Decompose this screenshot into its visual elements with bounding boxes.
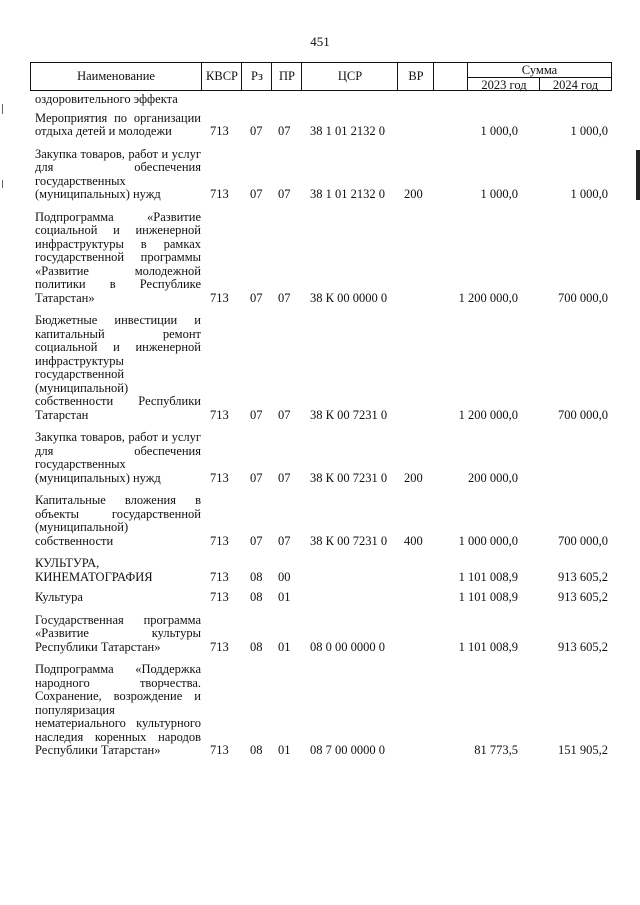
header-name: Наименование <box>77 69 155 83</box>
row-rz: 08 <box>250 590 263 604</box>
row-name: Подпрограмма «Развитие социальной и инженерной инфраструктуры в рамках государственной программы «Развитие молодежной политики в Республике Татарстан» <box>35 209 201 305</box>
scan-margin-mark <box>2 104 3 114</box>
header-csr: ЦСР <box>301 63 398 90</box>
row-csr: 08 7 00 0000 0 <box>310 743 385 757</box>
row-sum-2024: 700 000,0 <box>558 407 608 422</box>
row-name: Бюджетные инвестиции и капитальный ремонт социальной и инженерной инфраструктуры государственной (муниципальной) собственности Республики Татарстан <box>35 313 201 422</box>
row-kvsr: 713 <box>210 470 229 485</box>
row-name: Подпрограмма «Поддержка народного творчества. Сохранение, возрождение и популяризация нематериального культурного наследия коренных народов Республики Татарстан» <box>35 662 201 757</box>
row-name: Мероприятия по организации отдыха детей и молодежи <box>35 110 201 138</box>
row-rz: 07 <box>250 407 263 422</box>
row-name: Государственная программа «Развитие культуры Республики Татарстан» <box>35 612 201 654</box>
row-csr: 38 К 00 7231 0 <box>310 533 388 548</box>
row-kvsr: 713 <box>210 743 229 757</box>
row-sum-2024: 1 000,0 <box>570 124 608 138</box>
row-name: Культура <box>35 590 83 604</box>
row-kvsr: 713 <box>210 569 229 584</box>
row-pr: 07 <box>278 533 291 548</box>
table-row <box>30 211 612 306</box>
row-name: Закупка товаров, работ и услуг для обеспечения государственных (муниципальных) нужд <box>35 146 201 201</box>
row-csr: 38 1 01 2132 0 <box>310 124 385 138</box>
scan-margin-mark <box>2 180 3 188</box>
table-row <box>30 112 612 139</box>
row-vr: 400 <box>404 533 423 548</box>
table-row <box>30 314 612 422</box>
row-sum-2023: 1 200 000,0 <box>458 290 518 305</box>
row-rz: 08 <box>250 569 263 584</box>
row-sum-2024: 700 000,0 <box>558 533 608 548</box>
row-sum-2023: 1 101 008,9 <box>458 639 518 654</box>
row-sum-2024: 1 000,0 <box>570 187 608 201</box>
row-vr: 200 <box>404 187 423 201</box>
header-rz: Рз <box>241 63 272 90</box>
row-sum-2023: 1 101 008,9 <box>458 590 518 604</box>
budget-table <box>30 93 612 758</box>
header-vr: ВР <box>397 63 434 90</box>
row-csr: 08 0 00 0000 0 <box>310 639 385 654</box>
row-name: Закупка товаров, работ и услуг для обеспечения государственных (муниципальных) нужд <box>35 430 201 485</box>
row-rz: 07 <box>250 533 263 548</box>
row-sum-2023: 1 101 008,9 <box>458 569 518 584</box>
row-sum-2024: 913 605,2 <box>558 590 608 604</box>
table-header <box>30 62 612 91</box>
header-sum: Сумма <box>467 63 611 78</box>
row-rz: 08 <box>250 743 263 757</box>
row-vr: 200 <box>404 470 423 485</box>
row-pr: 01 <box>278 639 291 654</box>
row-rz: 07 <box>250 187 263 201</box>
row-sum-2024: 913 605,2 <box>558 569 608 584</box>
scan-edge-mark <box>636 150 640 200</box>
row-sum-2023: 1 000,0 <box>480 187 518 201</box>
header-pr: ПР <box>271 63 302 90</box>
row-rz: 07 <box>250 290 263 305</box>
row-pr: 01 <box>278 743 291 757</box>
row-pr: 07 <box>278 124 291 138</box>
header-spacer <box>433 63 468 90</box>
table-row <box>30 494 612 548</box>
row-csr: 38 К 00 7231 0 <box>310 470 388 485</box>
row-pr: 01 <box>278 590 291 604</box>
header-year-2024: 2024 год <box>539 78 611 90</box>
row-kvsr: 713 <box>210 290 229 305</box>
page-number: 451 <box>310 34 330 49</box>
row-kvsr: 713 <box>210 187 229 201</box>
row-kvsr: 713 <box>210 590 229 604</box>
table-row <box>30 557 612 584</box>
row-sum-2023: 200 000,0 <box>468 470 518 485</box>
row-kvsr: 713 <box>210 533 229 548</box>
row-pr: 07 <box>278 470 291 485</box>
table-row <box>30 431 612 485</box>
row-csr: 38 1 01 2132 0 <box>310 187 385 201</box>
row-sum-2023: 1 000,0 <box>480 124 518 138</box>
row-rz: 07 <box>250 470 263 485</box>
row-name: Капитальные вложения в объекты государственной (муниципальной) собственности <box>35 493 201 548</box>
row-kvsr: 713 <box>210 124 229 138</box>
header-year-2023: 2023 год <box>467 78 540 90</box>
row-kvsr: 713 <box>210 407 229 422</box>
row-name: КУЛЬТУРА, КИНЕМАТОГРАФИЯ <box>35 556 153 584</box>
row-sum-2023: 81 773,5 <box>474 743 518 757</box>
row-pr: 07 <box>278 187 291 201</box>
row-csr: 38 К 00 7231 0 <box>310 407 388 422</box>
table-row <box>30 93 612 107</box>
row-rz: 08 <box>250 639 263 654</box>
row-pr: 07 <box>278 290 291 305</box>
table-row <box>30 148 612 202</box>
row-sum-2024: 913 605,2 <box>558 639 608 654</box>
row-pr: 07 <box>278 407 291 422</box>
table-row <box>30 591 612 605</box>
row-kvsr: 713 <box>210 639 229 654</box>
header-kvsr: КВСР <box>201 63 242 90</box>
row-sum-2024: 151 905,2 <box>558 743 608 757</box>
table-row <box>30 614 612 655</box>
row-sum-2024: 700 000,0 <box>558 290 608 305</box>
row-sum-2023: 1 200 000,0 <box>458 407 518 422</box>
row-name: оздоровительного эффекта <box>35 92 178 106</box>
table-row <box>30 663 612 758</box>
row-rz: 07 <box>250 124 263 138</box>
row-pr: 00 <box>278 569 291 584</box>
row-csr: 38 К 00 0000 0 <box>310 290 388 305</box>
row-sum-2023: 1 000 000,0 <box>458 533 518 548</box>
